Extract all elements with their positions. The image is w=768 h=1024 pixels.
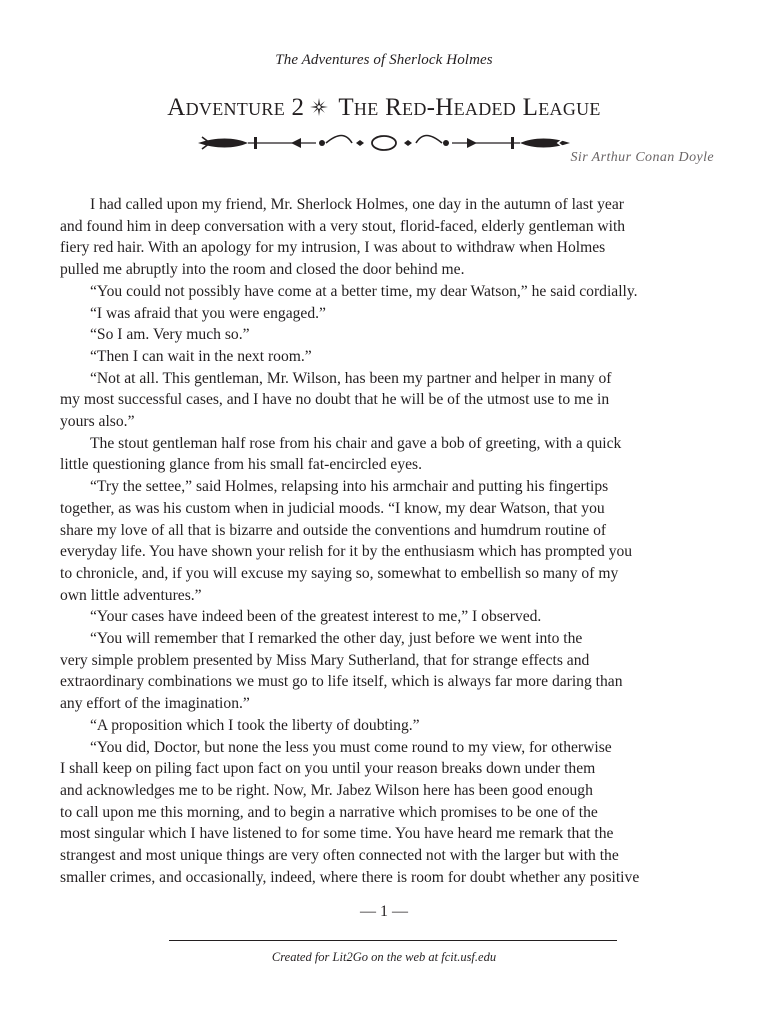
running-head: The Adventures of Sherlock Holmes [275,52,493,68]
story-title: The Red-Headed League [338,94,601,121]
footer-rule [169,940,617,941]
text-line: “A proposition which I took the liberty of doubting.” [90,716,420,734]
paragraph [60,281,710,303]
text-line: The stout gentleman half rose from his chair and gave a bob of greeting, with a quick [90,434,622,452]
paragraph [60,368,710,433]
paragraph [60,476,710,606]
text-line: fiery red hair. With an apology for my intrusion, I was about to withdraw when Holmes [60,239,606,257]
footer-credit: Created for Lit2Go on the web at fcit.usf.edu [271,950,497,964]
text-line: “You will remember that I remarked the other day, just before we went into the [90,630,583,648]
text-line: together, as was his custom when in judicial moods. “I know, my dear Watson, that you [60,499,605,517]
text-line: “Your cases have indeed been of the greatest interest to me,” I observed. [90,608,542,626]
text-line: “I was afraid that you were engaged.” [90,304,326,322]
text-line: I had called upon my friend, Mr. Sherlock Holmes, one day in the autumn of last year [90,196,624,213]
text-line: very simple problem presented by Miss Mary Sutherland, that for strange effects and [60,651,590,669]
text-line: own little adventures.” [60,586,202,604]
text-line: to chronicle, and, if you will excuse my saying so, somewhat to embellish so many of my [60,564,619,582]
text-line: “So I am. Very much so.” [90,326,250,344]
page-number: — 1 — [360,903,408,920]
paragraph [60,433,710,476]
text-line: I shall keep on piling fact upon fact on you until your reason breaks down under them [60,760,596,778]
paragraph [60,194,710,281]
text-line: most singular which I have listened to for some time. You have heard me remark that the [60,825,614,843]
paragraph [60,606,710,628]
paragraph [60,628,710,715]
text-line: little questioning glance from his small fat-encircled eyes. [60,456,423,474]
paragraph [60,303,710,325]
text-line: “You could not possibly have come at a better time, my dear Watson,” he said cordially. [90,282,638,300]
text-line: “Then I can wait in the next room.” [90,347,312,365]
text-line: “Not at all. This gentleman, Mr. Wilson, has been my partner and helper in many of [90,369,612,387]
adventure-label: Adventure 2 [167,94,305,121]
text-line: strangest and most unique things are very often connected not with the larger but with the [60,847,619,865]
text-line: any effort of the imagination.” [60,695,250,713]
author-signature: Sir Arthur Conan Doyle [570,150,714,165]
paragraph [60,324,710,346]
text-line: everyday life. You have shown your relish for it by the enthusiasm which has prompted you [60,543,633,561]
paragraph [60,737,710,889]
chapter-title [0,94,768,123]
text-line: yours also.” [60,413,135,431]
text-line: “You did, Doctor, but none the less you must come round to my view, for otherwise [90,738,612,756]
compass-star-icon [310,95,328,123]
text-line: “Try the settee,” said Holmes, relapsing into his armchair and putting his fingertips [90,478,609,496]
text-line: extraordinary combinations we must go to life itself, which is always far more daring than [60,673,623,691]
text-line: smaller crimes, and occasionally, indeed, where there is room for doubt whether any positive [60,868,640,886]
text-line: and found him in deep conversation with a very stout, florid-faced, elderly gentleman with [60,217,626,235]
text-line: share my love of all that is bizarre and outside the conventions and humdrum routine of [60,521,607,539]
text-line: and acknowledges me to be right. Now, Mr. Jabez Wilson here has been good enough [60,781,593,799]
paragraph [60,346,710,368]
scroll-ornament-icon [196,129,572,162]
text-line: my most successful cases, and I have no doubt that he will be of the utmost use to me in [60,391,610,409]
paragraph [60,715,710,737]
story-text [60,194,710,889]
text-line: to call upon me this morning, and to begin a narrative which promises to be one of the [60,803,598,821]
text-line: pulled me abruptly into the room and closed the door behind me. [60,261,465,279]
